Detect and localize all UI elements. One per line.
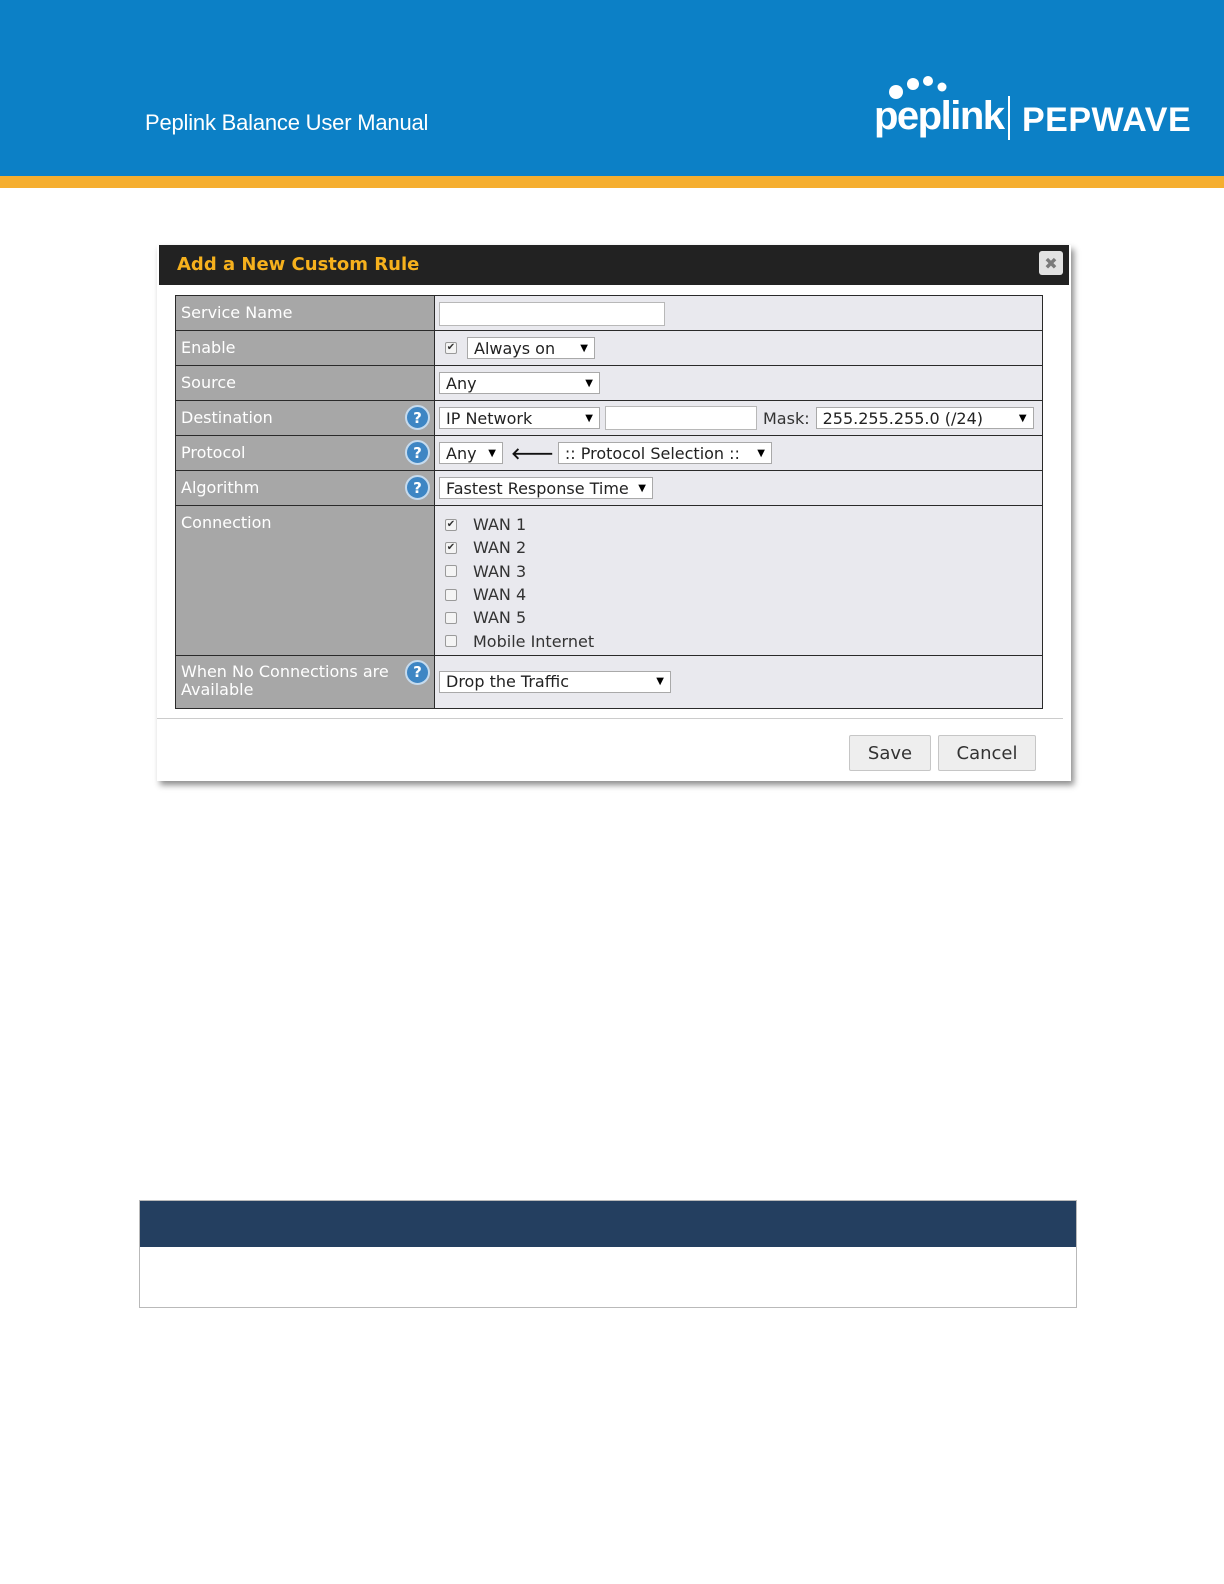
destination-label-cell (176, 401, 435, 436)
row-destination (176, 401, 1043, 436)
connection-item (445, 629, 1042, 652)
row-service-name (176, 296, 1043, 331)
protocol-label: Protocol (181, 443, 246, 462)
mask-select[interactable] (816, 407, 1034, 429)
connection-label: Connection (181, 513, 272, 532)
no-connections-value-cell (435, 655, 1043, 708)
connection-item (445, 583, 1042, 606)
protocol-selection-select[interactable] (558, 442, 772, 464)
protocol-value-cell (435, 436, 1043, 471)
dialog-footer-divider (157, 718, 1063, 719)
row-no-connections (176, 655, 1043, 708)
enable-label: Enable (181, 338, 236, 357)
close-icon[interactable]: ✖ (1039, 251, 1063, 275)
logo-pepwave: PEPWAVE (1022, 101, 1192, 139)
algorithm-select[interactable] (439, 477, 653, 499)
protocol-select[interactable] (439, 442, 503, 464)
manual-title: Peplink Balance User Manual (145, 110, 429, 135)
cancel-button[interactable]: Cancel (938, 735, 1036, 771)
connection-item-label: WAN 4 (473, 585, 527, 605)
connection-checkbox[interactable] (445, 612, 457, 624)
connection-item-label: WAN 1 (473, 515, 527, 535)
empty-table-box (139, 1200, 1077, 1308)
connection-item (445, 560, 1042, 583)
enable-checkbox[interactable]: ✔ (446, 342, 456, 353)
connection-checkbox[interactable] (445, 589, 457, 601)
row-source (176, 366, 1043, 401)
no-connections-label-line1: When No Connections are (181, 661, 389, 681)
connection-checkbox[interactable]: ✔ (446, 541, 456, 553)
save-button[interactable]: Save (849, 735, 931, 771)
protocol-label-cell (176, 436, 435, 471)
no-connections-label-line2: Available (181, 679, 254, 699)
chevron-down-icon: ▼ (1018, 412, 1027, 424)
no-connections-label (176, 656, 434, 699)
connection-item-label: WAN 3 (473, 561, 527, 581)
schedule-select-value: Always on (474, 338, 556, 358)
row-connection (176, 506, 1043, 656)
algorithm-label-cell (176, 471, 435, 506)
table-header-bar (140, 1201, 1076, 1247)
mask-label: Mask: (763, 408, 810, 428)
chevron-down-icon: ▼ (488, 447, 496, 459)
connection-item-label: Mobile Internet (473, 631, 595, 651)
chevron-down-icon: ▼ (656, 676, 664, 688)
row-algorithm (176, 471, 1043, 506)
algorithm-label: Algorithm (181, 478, 260, 497)
connection-checkbox[interactable] (445, 635, 457, 647)
page-header (0, 0, 1224, 176)
help-icon[interactable]: ? (405, 405, 430, 430)
connection-label-cell (176, 506, 435, 656)
arrow-left-icon: 🡐 (511, 444, 554, 463)
help-icon[interactable]: ? (405, 475, 430, 500)
custom-rule-dialog (157, 245, 1071, 781)
chevron-down-icon: ▼ (585, 377, 593, 389)
schedule-select[interactable] (467, 337, 595, 359)
service-name-label: Service Name (181, 303, 293, 322)
dialog-title: Add a New Custom Rule (177, 254, 420, 275)
no-connections-label-cell (176, 655, 435, 708)
row-protocol (176, 436, 1043, 471)
help-icon[interactable]: ? (405, 440, 430, 465)
protocol-select-value: Any (446, 443, 477, 463)
algorithm-select-value: Fastest Response Time (446, 478, 629, 498)
connection-item (445, 606, 1042, 629)
rule-form-table (175, 295, 1043, 709)
chevron-down-icon: ▼ (757, 447, 765, 459)
chevron-down-icon: ▼ (585, 412, 593, 424)
connection-item-label: WAN 5 (473, 608, 527, 628)
no-connections-select-value: Drop the Traffic (446, 672, 569, 692)
destination-address-input[interactable] (605, 406, 757, 430)
help-icon[interactable]: ? (405, 660, 430, 685)
connection-list (435, 506, 1042, 655)
destination-label: Destination (181, 408, 273, 427)
row-enable (176, 331, 1043, 366)
connection-checkbox[interactable] (445, 565, 457, 577)
header-stripe (0, 176, 1224, 188)
service-name-label-cell (176, 296, 435, 331)
destination-type-select[interactable] (439, 407, 600, 429)
enable-value-cell (435, 331, 1043, 366)
mask-select-value: 255.255.255.0 (/24) (822, 408, 983, 428)
source-label-cell (176, 366, 435, 401)
service-name-value-cell (435, 296, 1043, 331)
chevron-down-icon: ▼ (580, 342, 588, 354)
connection-value-cell (435, 506, 1043, 656)
service-name-input[interactable] (439, 302, 665, 326)
source-label: Source (181, 373, 236, 392)
connection-item (445, 513, 1042, 536)
source-select[interactable] (439, 372, 600, 394)
protocol-selection-value: :: Protocol Selection :: (564, 443, 740, 463)
peplink-pepwave-logo (874, 76, 1192, 146)
enable-label-cell (176, 331, 435, 366)
connection-checkbox[interactable]: ✔ (446, 518, 456, 530)
destination-value-cell (435, 401, 1043, 436)
source-value-cell (435, 366, 1043, 401)
logo-divider (1008, 96, 1010, 140)
connection-item (445, 536, 1042, 559)
logo-peplink: peplink (874, 94, 1004, 138)
destination-type-value: IP Network (446, 408, 533, 428)
algorithm-value-cell (435, 471, 1043, 506)
dialog-titlebar (159, 245, 1069, 285)
source-select-value: Any (446, 373, 477, 393)
no-connections-select[interactable] (439, 671, 671, 693)
connection-item-label: WAN 2 (473, 538, 527, 558)
chevron-down-icon: ▼ (638, 482, 646, 494)
